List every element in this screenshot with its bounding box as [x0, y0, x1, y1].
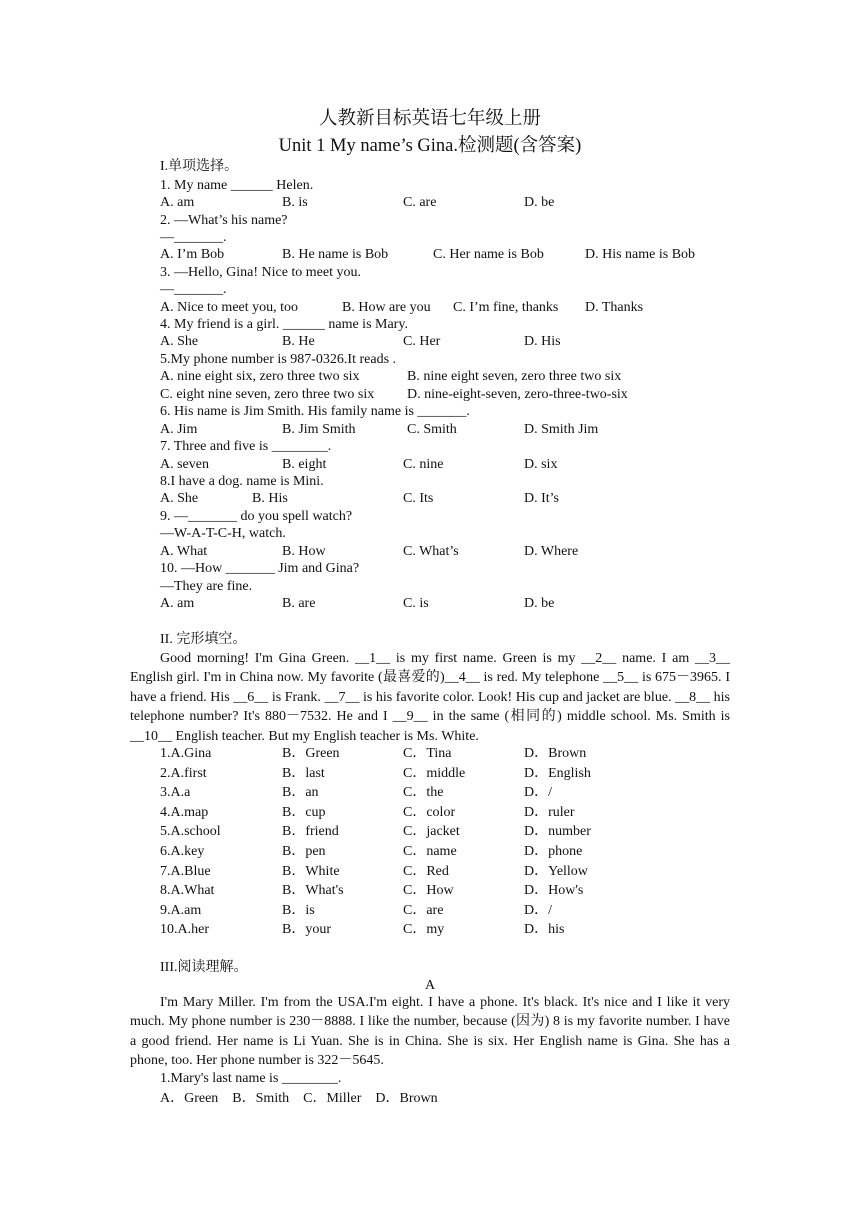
question-stem: 8.I have a dog. name is Mini.	[160, 474, 324, 489]
question-stem: 1.Mary's last name is ________.	[160, 1071, 342, 1086]
cloze-option-b: B．cup	[282, 804, 326, 820]
option-c: C. Its	[403, 491, 434, 506]
question-stem: 1. My name ______ Helen.	[160, 178, 314, 193]
cloze-option-b: B．an	[282, 785, 319, 801]
cloze-option-b: B．last	[282, 765, 325, 781]
cloze-option-c: C．the	[403, 785, 444, 801]
option-b: B. His	[252, 491, 288, 506]
cloze-option-c: C．my	[403, 922, 445, 938]
cloze-option-c: C．middle	[403, 765, 466, 781]
passage-label: A	[424, 978, 436, 993]
option-a: A. I’m Bob	[160, 247, 225, 262]
cloze-option-a: 3.A.a	[160, 785, 191, 801]
option-a: A. am	[160, 195, 195, 210]
section1-heading: I.单项选择。	[160, 159, 239, 174]
option-c: C. Smith	[407, 422, 457, 437]
cloze-option-a: 4.A.map	[160, 804, 209, 820]
cloze-option-c: C．Tina	[403, 746, 452, 761]
option-d: D. be	[524, 596, 555, 611]
section3-heading: III.阅读理解。	[160, 960, 248, 975]
question-stem: 7. Three and five is ________.	[160, 439, 332, 454]
cloze-option-c: C．are	[403, 902, 444, 918]
cloze-option-a: 7.A.Blue	[160, 863, 211, 879]
question-stem: 9. —_______ do you spell watch?	[160, 509, 353, 524]
option-c: C. nine	[403, 457, 444, 472]
question-reply: —They are fine.	[160, 579, 253, 594]
cloze-option-d: D．Yellow	[524, 863, 588, 879]
cloze-option-a: 5.A.school	[160, 824, 221, 840]
option-b: B. He name is Bob	[282, 247, 389, 262]
option-b: B. is	[282, 195, 308, 210]
question-reply: —_______.	[160, 230, 227, 245]
cloze-option-c: C．name	[403, 844, 457, 859]
option-d: D. be	[524, 195, 555, 210]
option-a: A. seven	[160, 457, 209, 472]
option-c: C. Her	[403, 334, 441, 349]
question-stem: 3. —Hello, Gina! Nice to meet you.	[160, 265, 362, 280]
question-stem: 4. My friend is a girl. ______ name is Mary.	[160, 317, 408, 332]
option-b: B. He	[282, 334, 315, 349]
cloze-option-b: B．your	[282, 922, 331, 938]
page-title: 人教新目标英语七年级上册	[318, 109, 541, 129]
cloze-option-c: C．jacket	[403, 824, 460, 840]
cloze-option-c: C．How	[403, 883, 454, 899]
option-a: A. She	[160, 491, 199, 506]
cloze-option-d: D．Brown	[524, 746, 587, 761]
cloze-option-c: C．Red	[403, 863, 449, 879]
option-c: C. eight nine seven, zero three two six	[160, 387, 375, 402]
option-a: A. Jim	[160, 422, 198, 437]
cloze-option-b: B．What's	[282, 883, 344, 899]
option-d: D. Thanks	[585, 300, 644, 315]
cloze-option-a: 6.A.key	[160, 844, 205, 859]
option-c: C. are	[403, 195, 437, 210]
cloze-option-d: D．How's	[524, 883, 584, 899]
cloze-passage: Good morning! I'm Gina Green. __1__ is my first name. Green is my __2__ name. I am __3__ English girl. I'm in China now. My favorite (最喜爱的)__4__ is red. My telephone __5__ is 675－3965. I have a friend. His __6__ is Frank. __7__ is his favorite color. Look! His cup and jacket are blue. __8__ his telephone number? It's 880－7532. He and I __9__ in the same (相同的) middle school. Ms. Smith is __10__ English teacher. But my English teacher is Ms. White.	[130, 651, 730, 744]
cloze-option-a: 9.A.am	[160, 902, 202, 918]
option-b: B. Jim Smith	[282, 422, 356, 437]
option-b: B. How	[282, 544, 326, 559]
option-a: A. nine eight six, zero three two six	[160, 369, 360, 384]
option-c: C. is	[403, 596, 429, 611]
question-stem: 10. —How _______ Jim and Gina?	[160, 561, 360, 576]
question-stem: 6. His name is Jim Smith. His family name is _______.	[160, 404, 470, 419]
question-options: A．Green B．Smith C．Miller D．Brown	[160, 1091, 438, 1106]
option-b: B. How are you	[342, 300, 431, 315]
option-a: A. Nice to meet you, too	[160, 300, 299, 315]
question-stem: 2. —What’s his name?	[160, 213, 288, 228]
cloze-option-a: 1.A.Gina	[160, 746, 212, 761]
option-d: D. It’s	[524, 491, 559, 506]
cloze-option-d: D．ruler	[524, 804, 575, 820]
cloze-option-d: D．/	[524, 785, 552, 801]
cloze-option-b: B．is	[282, 902, 315, 918]
option-c: C. Her name is Bob	[433, 247, 544, 262]
option-d: D. Where	[524, 544, 579, 559]
cloze-option-b: B．pen	[282, 844, 326, 859]
option-d: D. His name is Bob	[585, 247, 696, 262]
cloze-option-d: D．phone	[524, 844, 583, 859]
option-a: A. What	[160, 544, 208, 559]
option-c: C. What’s	[403, 544, 459, 559]
option-a: A. am	[160, 596, 195, 611]
option-b: B. are	[282, 596, 316, 611]
section2-heading: II. 完形填空。	[160, 632, 247, 647]
option-d: D. six	[524, 457, 558, 472]
cloze-option-d: D．English	[524, 765, 591, 781]
cloze-option-a: 10.A.her	[160, 922, 209, 938]
cloze-option-d: D．number	[524, 824, 591, 840]
question-stem: 5.My phone number is 987-0326.It reads .	[160, 352, 397, 367]
option-d: D. Smith Jim	[524, 422, 599, 437]
cloze-option-d: D．his	[524, 922, 565, 938]
option-b: B. eight	[282, 457, 327, 472]
cloze-option-b: B．White	[282, 863, 340, 879]
question-reply: —W-A-T-C-H, watch.	[160, 526, 286, 541]
cloze-option-a: 8.A.What	[160, 883, 215, 899]
option-b: B. nine eight seven, zero three two six	[407, 369, 622, 384]
cloze-option-b: B．friend	[282, 824, 339, 840]
option-c: C. I’m fine, thanks	[453, 300, 559, 315]
option-d: D. His	[524, 334, 561, 349]
cloze-option-b: B．Green	[282, 746, 340, 761]
option-d: D. nine-eight-seven, zero-three-two-six	[407, 387, 628, 402]
option-a: A. She	[160, 334, 199, 349]
question-reply: —_______.	[160, 282, 227, 297]
cloze-option-c: C．color	[403, 804, 456, 820]
page-subtitle: Unit 1 My name’s Gina.检测题(含答案)	[278, 136, 582, 156]
reading-passage: I'm Mary Miller. I'm from the USA.I'm eight. I have a phone. It's black. It's nice and I like it very much. My phone number is 230－8888. I like the number, because (因为) 8 is my favorite number. I have a good friend. Her name is Li Yuan. She is in China. She is six. Her English name is Gina. She has a phone, too. Her phone number is 322－5645.	[130, 995, 730, 1069]
cloze-option-a: 2.A.first	[160, 765, 207, 781]
cloze-option-d: D．/	[524, 902, 552, 918]
